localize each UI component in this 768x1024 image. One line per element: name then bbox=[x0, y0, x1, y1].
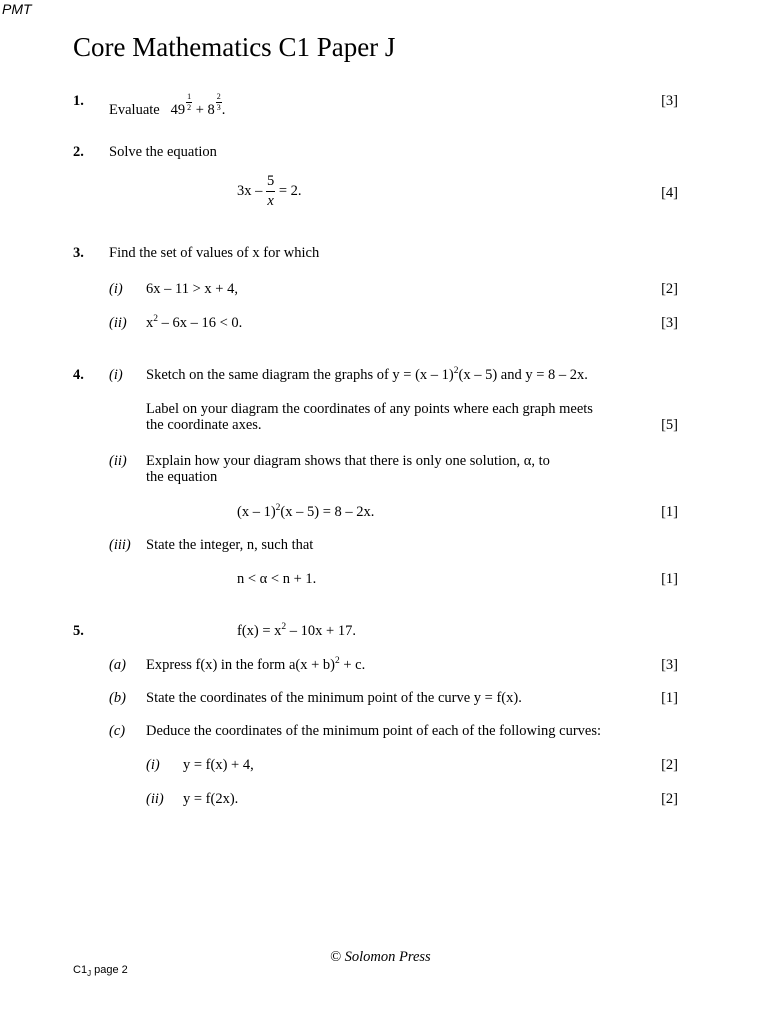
question-3-text: Find the set of values of x for which bbox=[109, 245, 320, 261]
question-5-part-b-label: (b) bbox=[109, 690, 126, 706]
question-3-part-i-text: 6x – 11 > x + 4, bbox=[146, 281, 238, 297]
question-4-part-i-line-3: the coordinate axes. bbox=[146, 417, 262, 433]
question-5-part-c-ii-label: (ii) bbox=[146, 791, 164, 807]
question-5-part-b-text: State the coordinates of the minimum point of the curve y = f(x). bbox=[146, 690, 522, 706]
question-5-part-a-mark: [3] bbox=[661, 657, 678, 673]
question-5-part-c-i-text: y = f(x) + 4, bbox=[183, 757, 254, 773]
question-2-equation: 3x – $\frac{5}{x}$ = 2. bbox=[237, 173, 302, 209]
question-4-part-ii-mark: [1] bbox=[661, 504, 678, 520]
question-4-number: 4. bbox=[73, 367, 84, 383]
question-1-base-2: 8 bbox=[207, 102, 215, 118]
question-3-part-ii-text: $x^2 - 6x - 16 < 0$. bbox=[146, 314, 243, 331]
question-5-part-c-ii-text: y = f(2x). bbox=[183, 791, 239, 807]
question-3-part-i-mark: [2] bbox=[661, 281, 678, 297]
question-4-part-i-line-2: Label on your diagram the coordinates of any points where each graph meets bbox=[146, 401, 593, 417]
question-4-part-iii-label: (iii) bbox=[109, 537, 131, 553]
question-4-part-ii-label: (ii) bbox=[109, 453, 127, 469]
question-5-definition: $f(x) = x^2 - 10x + 17$. bbox=[237, 622, 356, 639]
question-3-part-ii-label: (ii) bbox=[109, 315, 127, 331]
question-5-part-c-label: (c) bbox=[109, 723, 126, 739]
question-1-number: 1. bbox=[73, 93, 84, 109]
question-2-mark: [4] bbox=[661, 185, 678, 201]
question-5-part-a-text: Express f(x) in the form $a(x + b)^2 + c$. bbox=[146, 656, 366, 673]
question-5-part-c-i-mark: [2] bbox=[661, 757, 678, 773]
page-title: Core Mathematics C1 Paper J bbox=[73, 32, 396, 62]
question-2-text: Solve the equation bbox=[109, 144, 217, 160]
question-1-mark: [3] bbox=[661, 93, 678, 109]
question-4-part-ii-line-1: Explain how your diagram shows that there is only one solution, α, to bbox=[146, 453, 550, 469]
question-4-part-iii-line-1: State the integer, n, such that bbox=[146, 537, 314, 553]
copyright-notice: © Solomon Press bbox=[330, 949, 431, 965]
question-5-part-b-mark: [1] bbox=[661, 690, 678, 706]
exponent-1: $\frac{1}{2}$ bbox=[187, 92, 192, 112]
question-5-part-a-label: (a) bbox=[109, 657, 126, 673]
question-5-part-c-i-label: (i) bbox=[146, 757, 160, 773]
question-4-part-i-line-1: Sketch on the same diagram the graphs of y = (x – 1)$^2$(x – 5) and y = 8 – 2x. bbox=[146, 366, 588, 383]
question-4-part-ii-line-2: the equation bbox=[146, 469, 218, 485]
question-4-part-i-mark: [5] bbox=[661, 417, 678, 433]
page-number: $C1_J$ page 2 bbox=[73, 964, 128, 979]
question-3-part-ii-mark: [3] bbox=[661, 315, 678, 331]
question-1-text: Evaluate 49 $\frac{1}{2}$ + 8 $\frac{2}{3}$ . bbox=[109, 92, 226, 118]
question-5-part-c-ii-mark: [2] bbox=[661, 791, 678, 807]
corner-label: PMT bbox=[2, 1, 32, 17]
question-1-instruction: Evaluate bbox=[109, 102, 160, 118]
question-4-part-iii-equation: n < α < n + 1. bbox=[237, 571, 317, 587]
question-3-part-i-label: (i) bbox=[109, 281, 123, 297]
question-3-number: 3. bbox=[73, 245, 84, 261]
question-2-fraction: $\frac{5}{x}$ bbox=[267, 173, 275, 209]
question-4-part-i-label: (i) bbox=[109, 367, 123, 383]
question-1-plus: + bbox=[195, 102, 204, 118]
question-1-base-1: 49 bbox=[170, 102, 186, 118]
question-4-part-ii-equation: (x – 1)$^2$(x – 5) = 8 – 2x. bbox=[237, 503, 375, 520]
question-5-part-c-text: Deduce the coordinates of the minimum point of each of the following curves: bbox=[146, 723, 602, 739]
question-4-part-iii-mark: [1] bbox=[661, 571, 678, 587]
question-2-number: 2. bbox=[73, 144, 84, 160]
question-5-number: 5. bbox=[73, 623, 84, 639]
exponent-2: $\frac{2}{3}$ bbox=[216, 92, 221, 112]
